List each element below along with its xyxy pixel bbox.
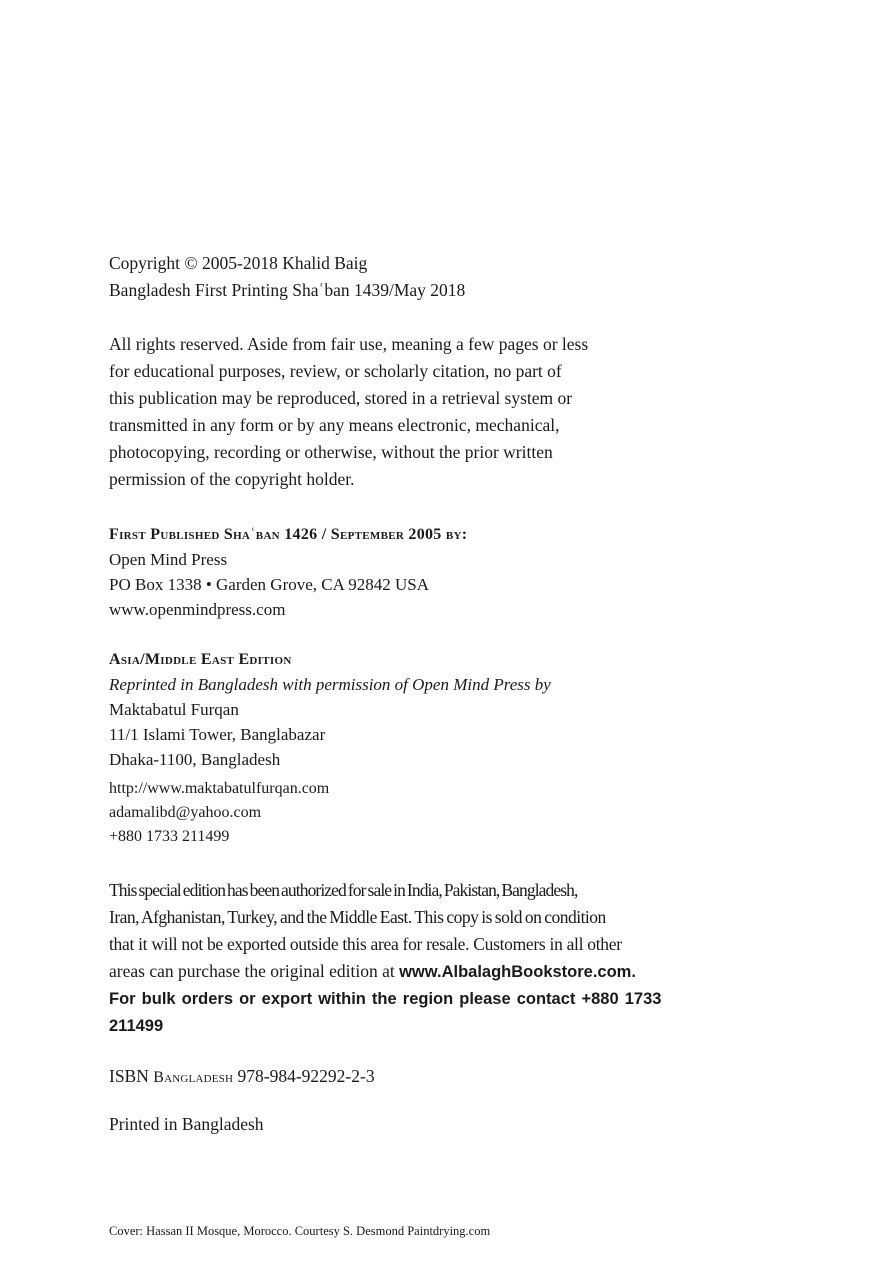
cover-credit: Cover: Hassan II Mosque, Morocco. Courtesy S. Desmond Paintdrying.com: [109, 1224, 491, 1238]
first-published-heading: First Published Shaʿban 1426 / September 2005 by:: [109, 526, 468, 543]
rights-line: photocopying, recording or otherwise, without the prior written: [109, 442, 553, 462]
isbn-line: [109, 1063, 709, 1091]
copyright-block: [109, 250, 709, 304]
reprint-note: Reprinted in Bangladesh with permission of Open Mind Press by: [109, 675, 551, 694]
rights-block: [109, 331, 709, 493]
bookstore-url: www.AlbalaghBookstore.com.: [399, 963, 636, 981]
rights-line: All rights reserved. Aside from fair use, meaning a few pages or less: [109, 334, 589, 354]
notice-line: Iran, Afghanistan, Turkey, and the Middle East. This copy is sold on condition: [109, 907, 606, 927]
copyright-line: Copyright © 2005-2018 Khalid Baig: [109, 253, 368, 273]
rights-line: permission of the copyright holder.: [109, 469, 355, 489]
rights-line: transmitted in any form or by any means electronic, mechanical,: [109, 415, 560, 435]
contact-website: http://www.maktabatulfurqan.com: [109, 780, 330, 797]
contact-block: [109, 777, 709, 849]
publisher-name: Open Mind Press: [109, 550, 228, 569]
bulk-order-line: For bulk orders or export within the region please contact +880 1733: [109, 990, 662, 1008]
isbn-label: ISBN: [109, 1066, 149, 1086]
notice-line: This special edition has been authorized for sale in India, Pakistan, Bangladesh,: [109, 880, 578, 900]
reprint-address-1: 11/1 Islami Tower, Banglabazar: [109, 725, 326, 744]
contact-phone: +880 1733 211499: [109, 828, 230, 845]
publisher-website: www.openmindpress.com: [109, 600, 286, 619]
contact-email: adamalibd@yahoo.com: [109, 804, 262, 821]
reprint-address-2: Dhaka-1100, Bangladesh: [109, 750, 281, 769]
printed-in: Printed in Bangladesh: [109, 1114, 264, 1134]
isbn-region: Bangladesh: [153, 1069, 234, 1086]
rights-line: this publication may be reproduced, stored in a retrieval system or: [109, 388, 573, 408]
bulk-order-phone: 211499: [109, 1017, 164, 1035]
printing-line: Bangladesh First Printing Shaʿban 1439/May 2018: [109, 280, 466, 300]
distribution-notice: [109, 877, 704, 1040]
first-published-block: [109, 523, 709, 622]
edition-heading: Asia/Middle East Edition: [109, 651, 292, 668]
publisher-address: PO Box 1338 • Garden Grove, CA 92842 USA: [109, 575, 429, 594]
notice-text: areas can purchase the original edition at: [109, 961, 400, 981]
edition-block: [109, 648, 709, 772]
reprint-publisher: Maktabatul Furqan: [109, 700, 239, 719]
rights-line: for educational purposes, review, or scholarly citation, no part of: [109, 361, 562, 381]
notice-line: [109, 958, 704, 986]
notice-line: that it will not be exported outside this area for resale. Customers in all other: [109, 934, 622, 954]
isbn-number: 978-984-92292-2-3: [237, 1066, 375, 1086]
